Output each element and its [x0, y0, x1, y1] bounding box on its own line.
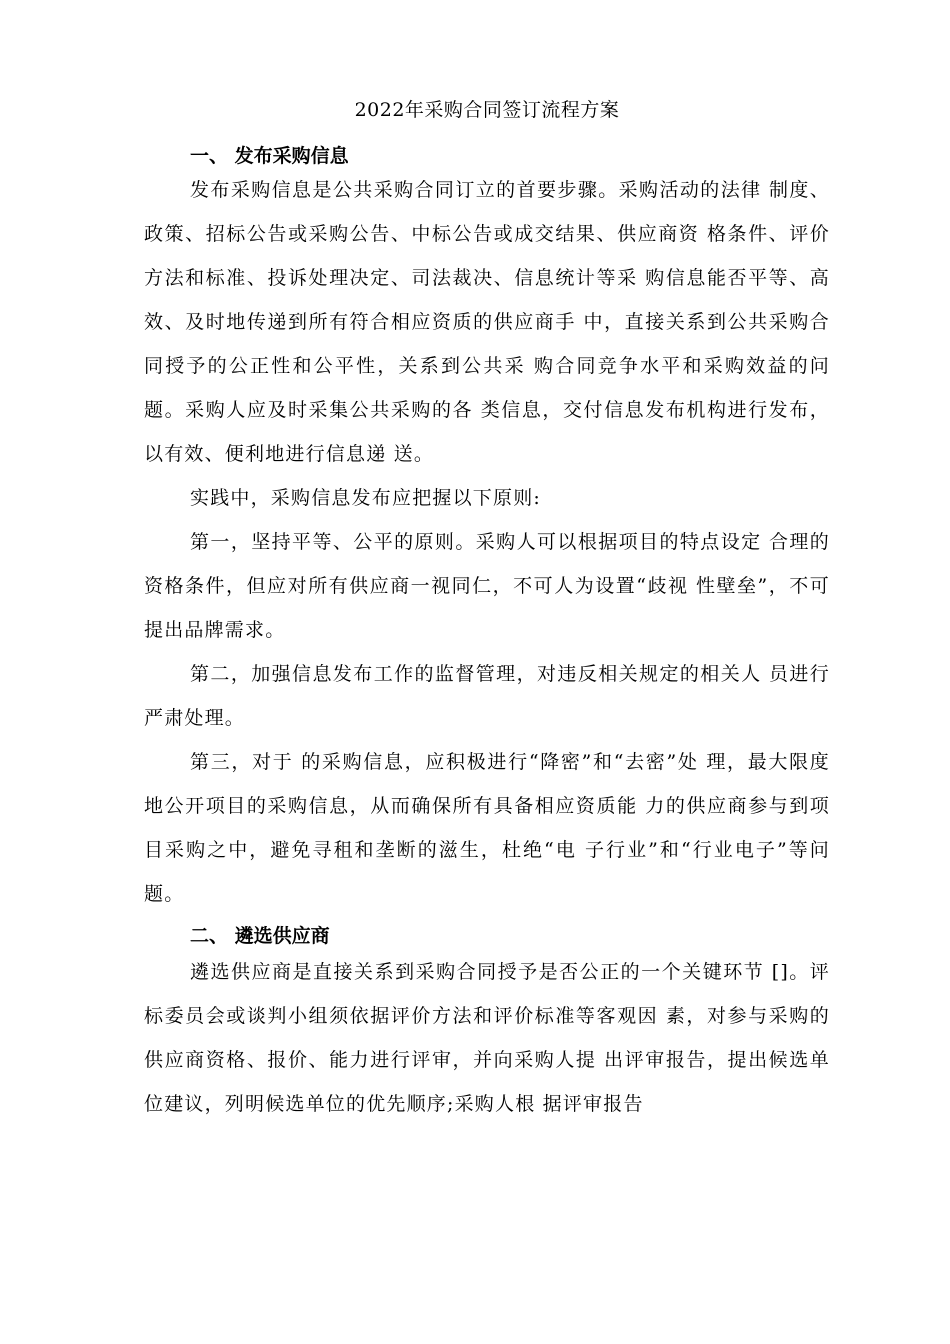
paragraph-1-4: 第二，加强信息发布工作的监督管理，对违反相关规定的相关人 员进行严肃处理。: [144, 663, 830, 729]
section-heading-1: 一、 发布采购信息: [190, 145, 349, 167]
paragraph-1-1: 发布采购信息是公共采购合同订立的首要步骤。采购活动的法律 制度、政策、招标公告或采购公告、中标公告或成交结果、供应商资 格条件、评价方法和标准、投诉处理决定、司法裁决、信息统计等采 购信息能否平等、高效、及时地传递到所有符合相应资质的供应商手 中，直接关系到公共采购合同授予的公正性和公平性，关系到公共采 购合同竞争水平和采购效益的问题。采购人应及时采集公共采购的各 类信息，交付信息发布机构进行发布，以有效、便利地进行信息递 送。: [144, 179, 830, 465]
paragraph-2-1: 遴选供应商是直接关系到采购合同授予是否公正的一个关键环节 []。评标委员会或谈判小组须依据评价方法和评价标准等客观因 素，对参与采购的供应商资格、报价、能力进行评审，并向采购人提 出评审报告，提出候选单位建议，列明候选单位的优先顺序;采购人根 据评审报告: [144, 961, 830, 1115]
document-title: 2022年采购合同签订流程方案: [354, 99, 620, 121]
section-heading-2: 二、 遴选供应商: [190, 925, 330, 947]
paragraph-1-2: 实践中，采购信息发布应把握以下原则:: [190, 487, 542, 509]
paragraph-1-3: 第一，坚持平等、公平的原则。采购人可以根据项目的特点设定 合理的资格条件，但应对所有供应商一视同仁，不可人为设置“歧视 性壁垒”，不可提出品牌需求。: [144, 531, 830, 641]
paragraph-1-5: 第三，对于 的采购信息，应积极进行“降密”和“去密”处 理，最大限度地公开项目的采购信息，从而确保所有具备相应资质能 力的供应商参与到项目采购之中，避免寻租和垄断的滋生，杜绝“电 子行业”和“行业电子”等问题。: [144, 751, 830, 905]
